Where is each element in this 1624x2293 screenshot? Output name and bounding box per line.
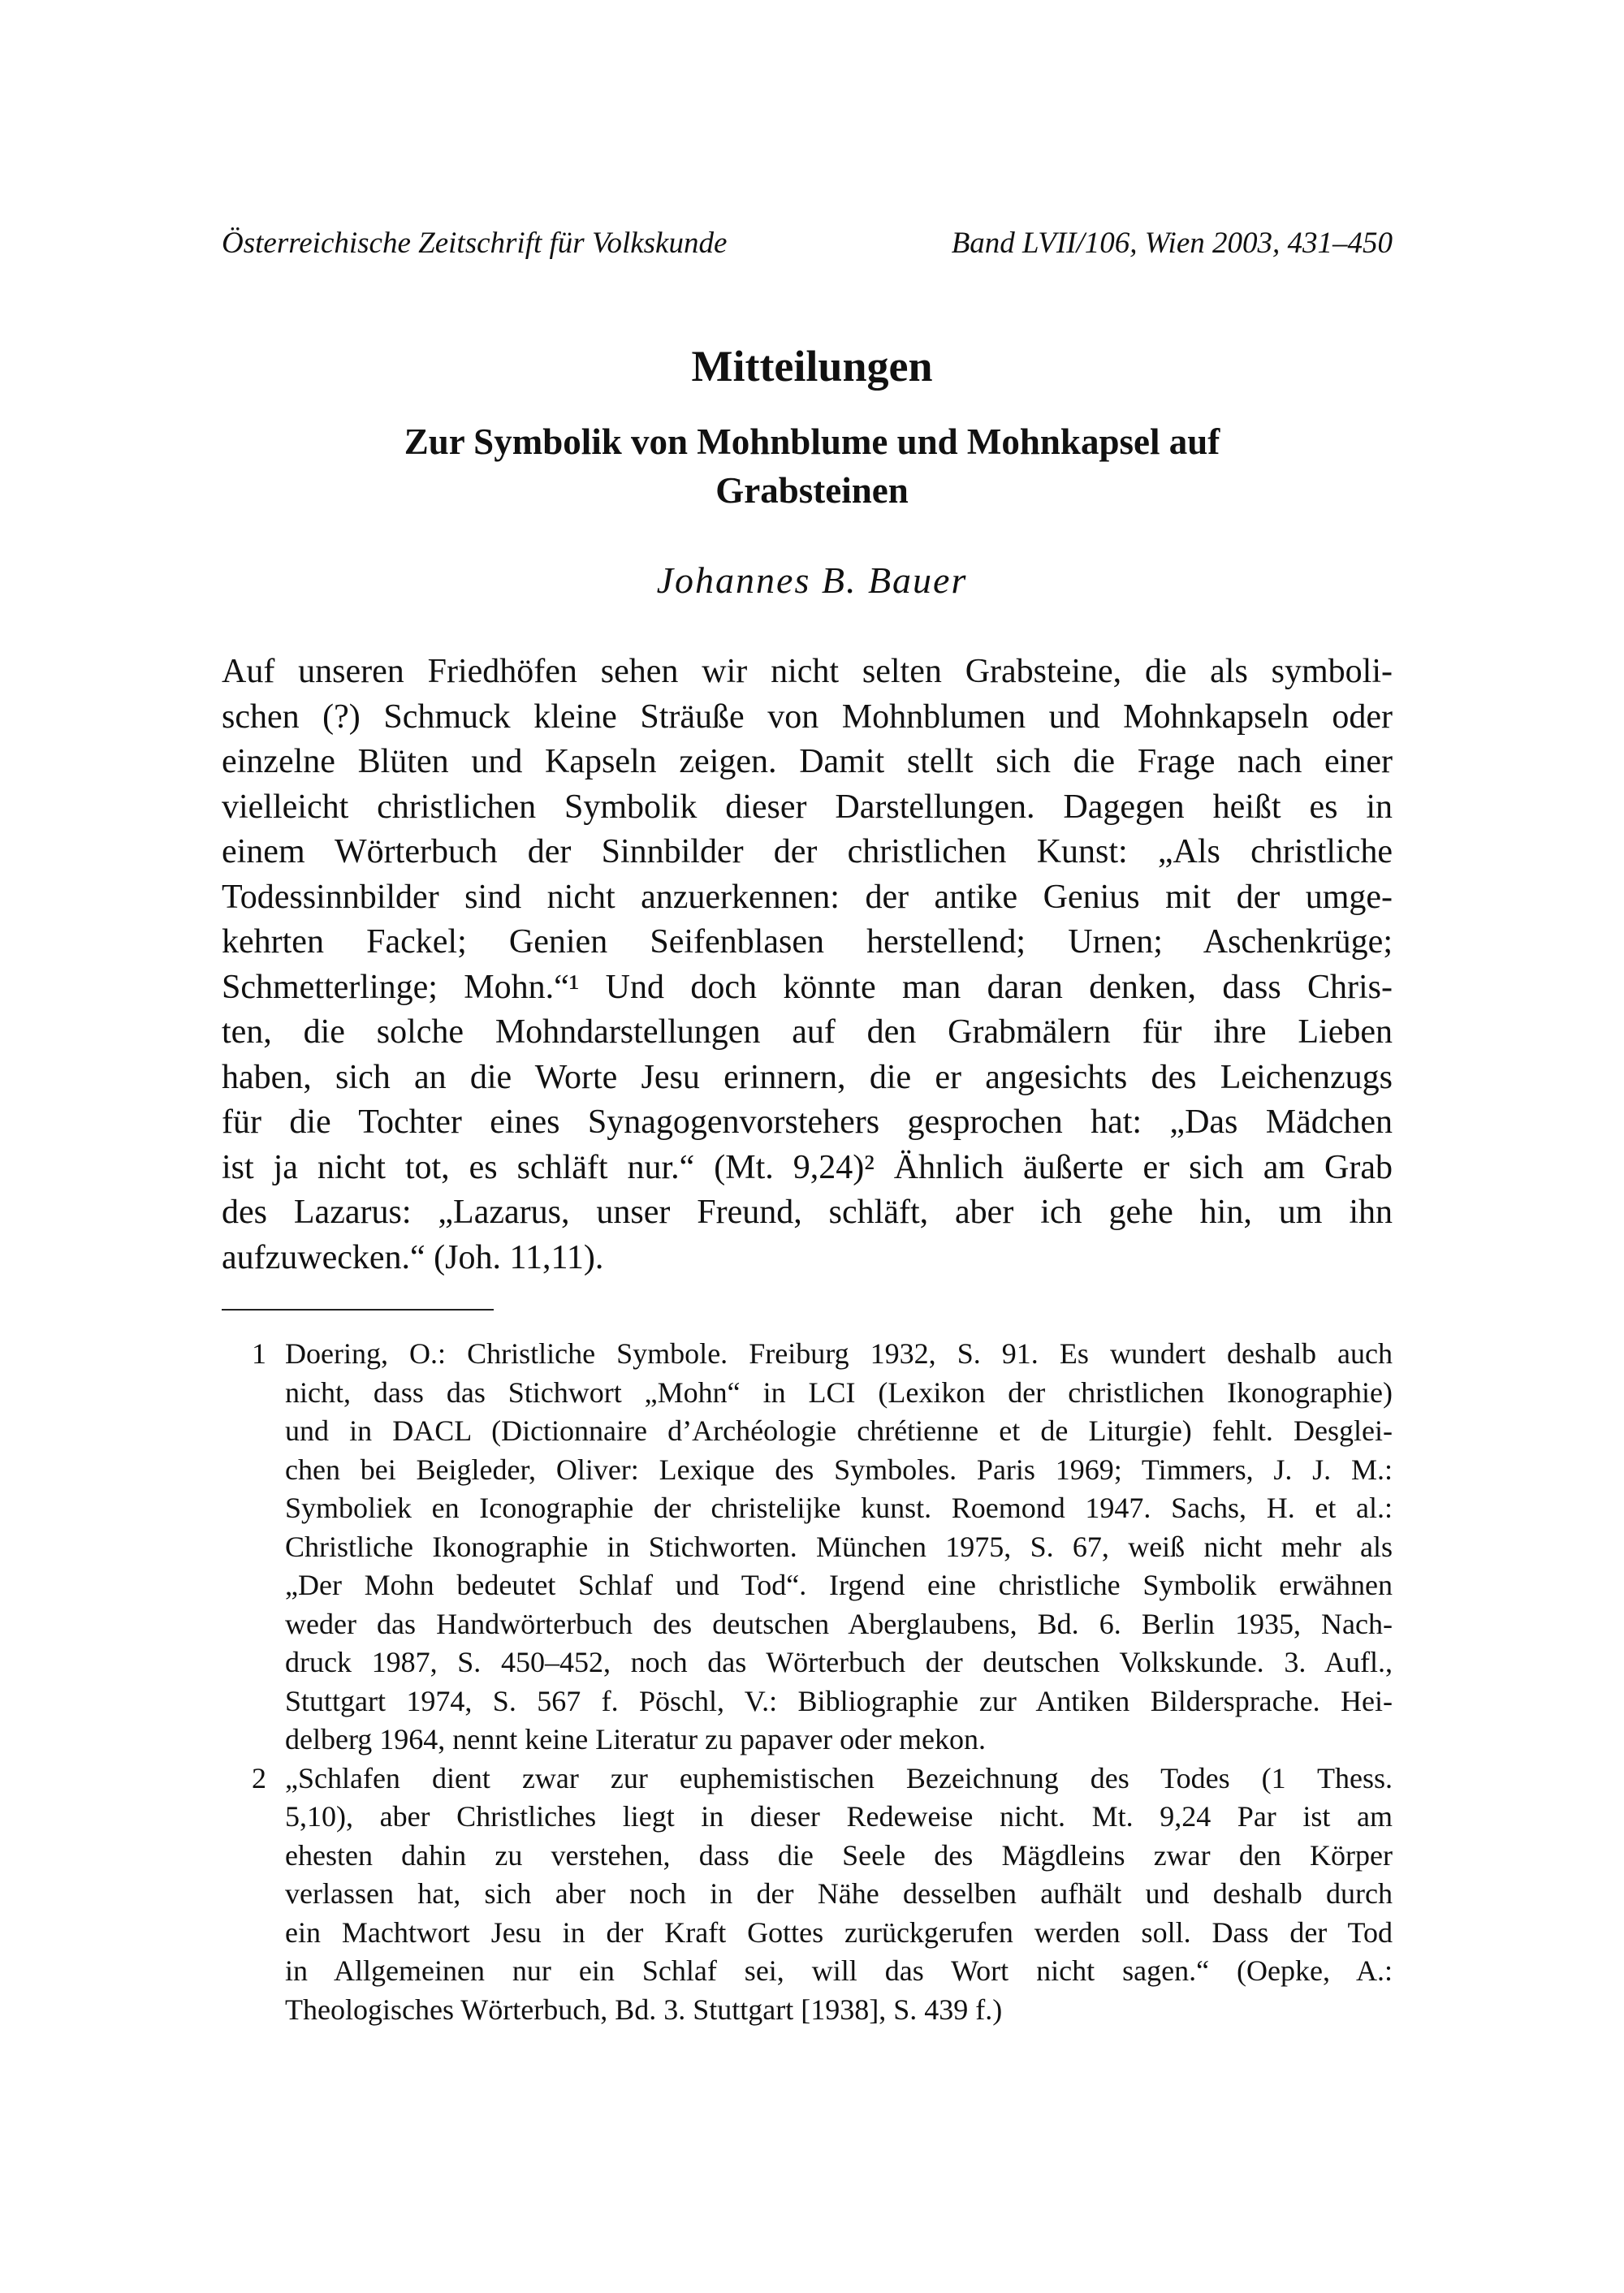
footnote-line: chen bei Beigleder, Oliver: Lexique des Symboles. Paris 1969; Timmers, J. J. M.: [285,1453,1393,1486]
footnote-line: „Schlafen dient zwar zur euphemistischen Bezeichnung des Todes (1 Thess. [285,1761,1393,1794]
article-title-line: Zur Symbolik von Mohnblume und Mohnkapsel auf [404,421,1220,462]
footnote-line: delberg 1964, nennt keine Literatur zu papaver oder mekon. [285,1723,987,1755]
body-line: für die Tochter eines Synagogenvorstehers gesprochen hat: „Das Mädchen [222,1103,1393,1141]
footnote-separator [222,1309,494,1311]
body-line: aufzuwecken.“ (Joh. 11,11). [222,1238,604,1276]
footnote-line: Doering, O.: Christliche Symbole. Freiburg 1932, S. 91. Es wundert deshalb auch [285,1337,1393,1370]
body-line: vielleicht christlichen Symbolik dieser Darstellungen. Dagegen heißt es in [222,788,1393,826]
footnote-number: 1 [252,1337,266,1370]
body-line: schen (?) Schmuck kleine Sträuße von Mohnblumen und Mohnkapseln oder [222,697,1393,736]
footnote-line: ein Machtwort Jesu in der Kraft Gottes zurückgerufen werden soll. Dass der Tod [285,1915,1393,1949]
body-line: Auf unseren Friedhöfen sehen wir nicht selten Grabsteine, die als symboli- [222,653,1393,690]
footnote-line: Stuttgart 1974, S. 567 f. Pöschl, V.: Bibliographie zur Antiken Bildersprache. Hei- [285,1684,1393,1717]
body-line: Schmetterlinge; Mohn.“¹ Und doch könnte man daran denken, dass Chris- [222,968,1393,1006]
body-line: einem Wörterbuch der Sinnbilder der christlichen Kunst: „Als christliche [222,833,1393,870]
footnote-line: ehesten dahin zu verstehen, dass die Seele des Mägdleins zwar den Körper [285,1838,1393,1872]
body-line: Todessinnbilder sind nicht anzuerkennen: der antike Genius mit der umge- [222,878,1393,916]
body-line: des Lazarus: „Lazarus, unser Freund, schläft, aber ich gehe hin, um ihn [222,1194,1393,1231]
body-text [222,650,1393,1280]
footnote-line: und in DACL (Dictionnaire d’Archéologie chrétienne et de Liturgie) fehlt. Desglei- [285,1414,1393,1447]
body-line: haben, sich an die Worte Jesu erinnern, die er angesichts des Leichenzugs [222,1058,1393,1096]
footnotes [244,1335,1393,2029]
body-line: kehrten Fackel; Genien Seifenblasen herstellend; Urnen; Aschenkrüge; [222,923,1393,961]
footnote-line: Christliche Ikonographie in Stichworten. München 1975, S. 67, weiß nicht mehr als [285,1530,1393,1563]
body-line: einzelne Blüten und Kapseln zeigen. Damit stellt sich die Frage nach einer [222,743,1393,780]
footnote-line: druck 1987, S. 450–452, noch das Wörterbuch der deutschen Volkskunde. 3. Aufl., [285,1646,1393,1678]
footnote-line: in Allgemeinen nur ein Schlaf sei, will das Wort nicht sagen.“ (Oepke, A.: [285,1954,1393,1987]
footnote-line: „Der Mohn bedeutet Schlaf und Tod“. Irgend eine christliche Symbolik erwähnen [285,1569,1393,1601]
article-title-line: Grabsteinen [715,470,909,511]
volume-info: Band LVII/106, Wien 2003, 431–450 [951,227,1393,260]
footnote [244,1760,1393,2030]
body-line: ist ja nicht tot, es schläft nur.“ (Mt. 9,24)² Ähnlich äußerte er sich am Grab [222,1148,1393,1186]
running-header [222,226,1393,261]
footnote-line: verlassen hat, sich aber noch in der Nähe desselben aufhält und deshalb durch [285,1877,1393,1910]
body-line: ten, die solche Mohndarstellungen auf den Grabmälern für ihre Lieben [222,1013,1393,1051]
footnote [244,1335,1393,1760]
footnote-line: nicht, dass das Stichwort „Mohn“ in LCI (Lexikon der christlichen Ikonographie) [285,1375,1393,1409]
footnote-number: 2 [252,1761,266,1794]
footnote-line: weder das Handwörterbuch des deutschen Aberglaubens, Bd. 6. Berlin 1935, Nach- [285,1607,1393,1640]
journal-name: Österreichische Zeitschrift für Volkskunde [222,227,728,260]
footnote-line: Symboliek en Iconographie der christelijke kunst. Roemond 1947. Sachs, H. et al.: [285,1492,1393,1524]
footnote-line: 5,10), aber Christliches liegt in dieser Redeweise nicht. Mt. 9,24 Par ist am [285,1800,1393,1833]
footnote-line: Theologisches Wörterbuch, Bd. 3. Stuttgart [1938], S. 439 f.) [285,1993,1003,2026]
author: Johannes B. Bauer [656,559,968,601]
section-title: Mitteilungen [691,342,933,391]
